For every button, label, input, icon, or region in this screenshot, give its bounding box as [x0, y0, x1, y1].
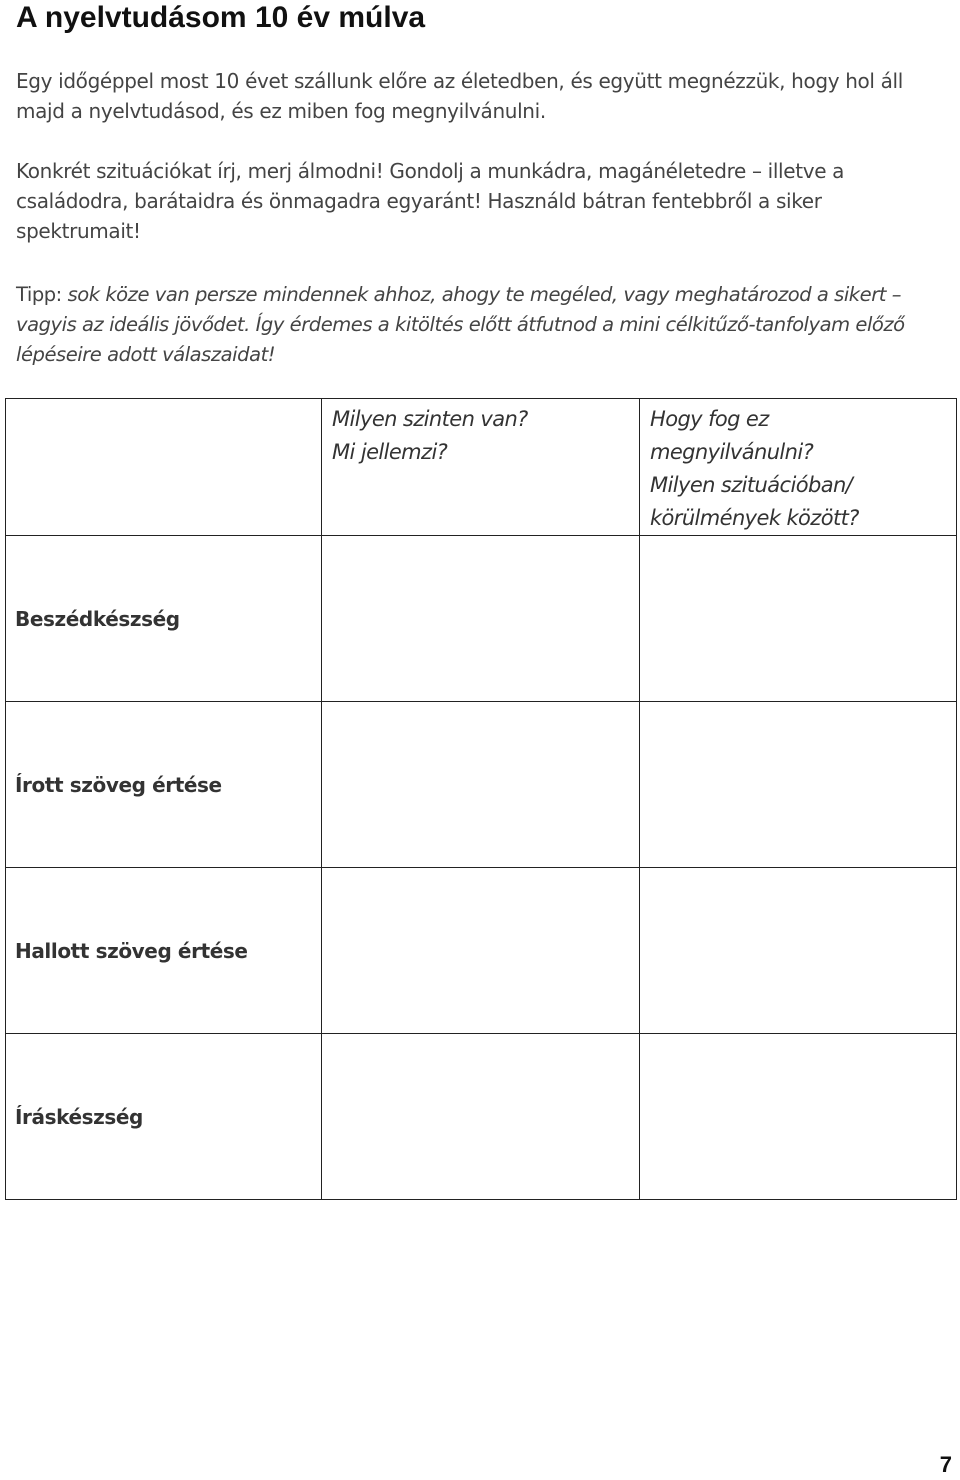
skills-table [5, 398, 957, 1200]
row-label-cell [6, 536, 322, 702]
header-manifestation-line-4: körülmények között? [650, 506, 859, 530]
row-label-cell [6, 868, 322, 1034]
header-manifestation-line-2: megnyilvánulni? [650, 440, 814, 464]
row-label-speaking: Beszédkészség [15, 606, 180, 631]
answer-cell-manifestation-listening[interactable] [640, 868, 957, 1034]
header-cell-level [322, 399, 640, 536]
table-row [6, 536, 957, 702]
table-row [6, 868, 957, 1034]
header-manifestation-line-3: Milyen szituációban/ [650, 473, 853, 497]
tip-text: sok köze van persze mindennek ahhoz, ahogy te megéled, vagy meghatározod a sikert – vagyis az ideális jövődet. Így érdemes a kitöltés előtt átfutnod a mini célkitűző-tanfolyam előző lépéseire adott válaszaidat! [16, 283, 905, 366]
table-header-row [6, 399, 957, 536]
row-label-cell [6, 1034, 322, 1200]
answer-cell-level-reading[interactable] [322, 702, 640, 868]
answer-cell-manifestation-writing[interactable] [640, 1034, 957, 1200]
row-label-writing: Íráskészség [15, 1104, 143, 1129]
answer-cell-manifestation-reading[interactable] [640, 702, 957, 868]
header-manifestation-line-1: Hogy fog ez [650, 407, 769, 431]
instruction-paragraph: Konkrét szituációkat írj, merj álmodni! Gondolj a munkádra, magánéletedre – illetve a családodra, barátaidra és önmagadra egyaránt! Használd bátran fentebbről a siker spektrumait! [16, 159, 845, 243]
tip-label: Tipp: [16, 283, 68, 306]
header-cell-empty [6, 399, 322, 536]
header-level-line-2: Mi jellemzi? [332, 440, 448, 464]
answer-cell-level-speaking[interactable] [322, 536, 640, 702]
row-label-reading: Írott szöveg értése [15, 772, 222, 797]
page-title: A nyelvtudásom 10 év múlva [16, 1, 426, 34]
answer-cell-level-listening[interactable] [322, 868, 640, 1034]
answer-cell-level-writing[interactable] [322, 1034, 640, 1200]
answer-cell-manifestation-speaking[interactable] [640, 536, 957, 702]
table-row [6, 702, 957, 868]
header-cell-manifestation [640, 399, 957, 536]
table-row [6, 1034, 957, 1200]
page-number: 7 [939, 1452, 952, 1477]
tip-paragraph [16, 280, 946, 370]
row-label-cell [6, 702, 322, 868]
header-level-line-1: Milyen szinten van? [332, 407, 528, 431]
row-label-listening: Hallott szöveg értése [15, 938, 248, 963]
intro-paragraph: Egy időgéppel most 10 évet szállunk előre az életedben, és együtt megnézzük, hogy hol áll majd a nyelvtudásod, és ez miben fog megnyilvánulni. [16, 69, 903, 123]
